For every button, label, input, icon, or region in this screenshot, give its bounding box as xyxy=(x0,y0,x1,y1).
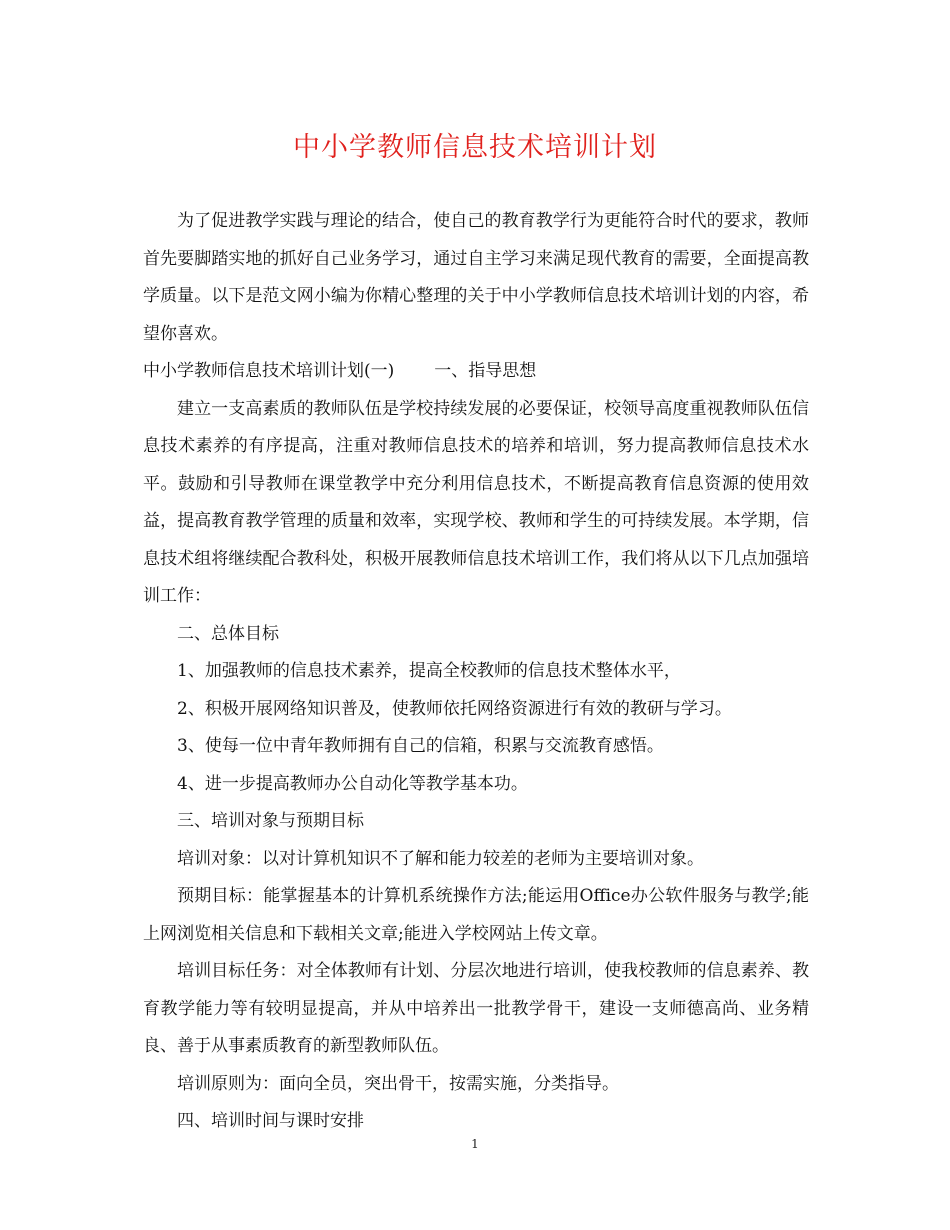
training-principles-paragraph: 培训原则为：面向全员，突出骨干，按需实施，分类指导。 xyxy=(177,1073,619,1094)
section-heading-guiding-ideology: 一、指导思想 xyxy=(434,361,537,381)
expected-goals-paragraph: 预期目标：能掌握基本的计算机系统操作方法;能运用Office办公软件服务与教学;能上网浏览相关信息和下载相关文章;能进入学校网站上传文章。 xyxy=(143,886,809,944)
document-body xyxy=(143,203,809,1141)
goal-item: 2、积极开展网络知识普及，使教师依托网络资源进行有效的教研与学习。 xyxy=(177,698,732,719)
goal-item: 3、使每一位中青年教师拥有自己的信箱，积累与交流教育感悟。 xyxy=(177,736,664,756)
page-number: 1 xyxy=(471,1137,479,1151)
section-heading-schedule: 四、培训时间与课时安排 xyxy=(177,1111,364,1131)
document-title: 中小学教师信息技术培训计划 xyxy=(293,132,657,163)
plan-heading-line xyxy=(143,353,809,391)
training-target-paragraph: 培训对象：以对计算机知识不了解和能力较差的老师为主要培训对象。 xyxy=(177,848,704,869)
section-heading-training-targets: 三、培训对象与预期目标 xyxy=(177,811,364,831)
plan-subtitle: 中小学教师信息技术培训计划(一) xyxy=(143,361,395,381)
goal-item: 4、进一步提高教师办公自动化等教学基本功。 xyxy=(177,773,528,794)
training-tasks-paragraph: 培训目标任务：对全体教师有计划、分层次地进行培训，使我校教师的信息素养、教育教学能力等有较明显提高，并从中培养出一批教学骨干，建设一支师德高尚、业务精良、善于从事素质教育的新型教师队伍。 xyxy=(143,961,809,1056)
guiding-ideology-paragraph: 建立一支高素质的教师队伍是学校持续发展的必要保证，校领导高度重视教师队伍信息技术素养的有序提高，注重对教师信息技术的培养和培训，努力提高教师信息技术水平。鼓励和引导教师在课堂教学中充分利用信息技术，不断提高教育信息资源的使用效益，提高教育教学管理的质量和效率，实现学校、教师和学生的可持续发展。本学期，信息技术组将继续配合教科处，积极开展教师信息技术培训工作，我们将从以下几点加强培训工作： xyxy=(143,398,809,606)
section-heading-overall-goals: 二、总体目标 xyxy=(177,623,279,644)
goal-item: 1、加强教师的信息技术素养，提高全校教师的信息技术整体水平， xyxy=(177,661,681,681)
intro-paragraph: 为了促进教学实践与理论的结合，使自己的教育教学行为更能符合时代的要求，教师首先要脚踏实地的抓好自己业务学习，通过自主学习来满足现代教育的需要，全面提高教学质量。以下是范文网小编为你精心整理的关于中小学教师信息技术培训计划的内容，希望你喜欢。 xyxy=(143,211,809,344)
